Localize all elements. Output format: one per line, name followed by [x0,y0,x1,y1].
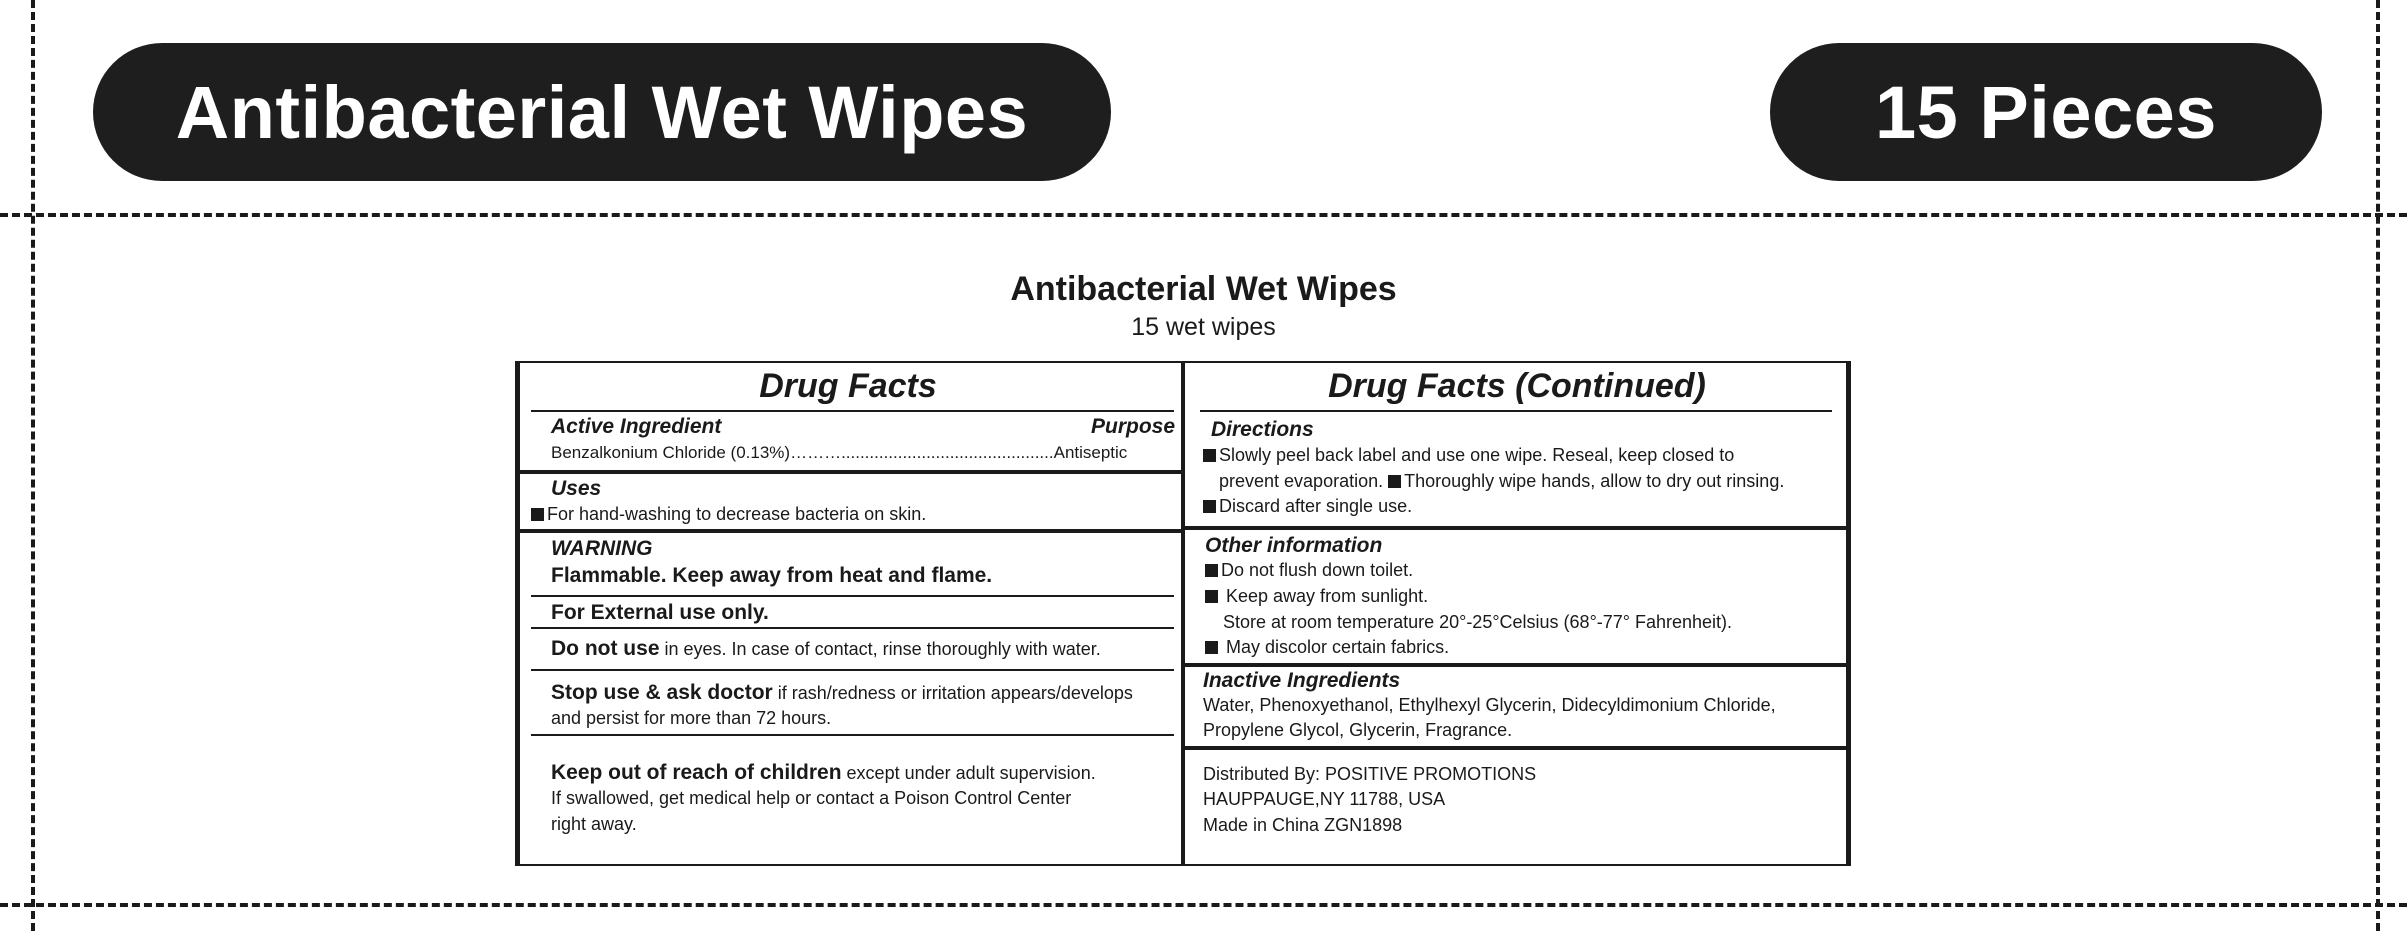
count-banner: 15 Pieces [1770,43,2322,181]
flammable-warning: Flammable. Keep away from heat and flame. [551,564,993,587]
direction-text-3: Discard after single use. [1219,496,1413,516]
bullet-square-icon [1205,641,1218,654]
rule [1200,410,1832,412]
stop-use-text: if rash/redness or irritation appears/develops [772,683,1133,703]
direction-item-3 [1203,496,1412,517]
do-not-use-line [551,637,1101,661]
purpose-heading: Purpose [1091,415,1176,438]
bullet-square-icon [531,508,544,521]
rule [531,734,1174,736]
rule [1185,526,1849,530]
rule [1185,746,1849,750]
bullet-square-icon [1205,590,1218,603]
bullet-square-icon [1205,564,1218,577]
rule [517,529,1181,533]
warning-heading: WARNING [551,537,653,560]
cut-line-right [2376,0,2380,931]
direction-text-1b: prevent evaporation. [1219,471,1389,491]
stop-use-line-2: and persist for more than 72 hours. [551,708,832,728]
rule [531,627,1174,629]
rule [531,595,1174,597]
uses-item [531,504,926,525]
direction-text-1: Slowly peel back label and use one wipe. Reseal, keep closed to [1219,445,1735,465]
keep-out-lead: Keep out of reach of children [551,761,842,784]
inactive-ingredients-heading: Inactive Ingredients [1203,669,1401,692]
distributor-line-2: HAUPPAUGE,NY 11788, USA [1203,789,1446,809]
keep-out-line-3: right away. [551,814,637,834]
drug-facts-panel [515,361,1851,866]
panel-border-right [1846,361,1851,866]
rule [517,470,1181,474]
rule [1185,663,1849,667]
distributor-line-3: Made in China ZGN1898 [1203,815,1403,835]
inactive-ingredients-line-1: Water, Phenoxyethanol, Ethylhexyl Glycerin, Didecyldimonium Chloride, [1203,695,1776,715]
directions-heading: Directions [1211,418,1314,441]
fold-line-bottom [0,903,2407,907]
other-item-2b: Store at room temperature 20°-25°Celsius (68°-77° Fahrenheit). [1223,612,1733,632]
other-item-2 [1205,586,1428,607]
product-name-banner: Antibacterial Wet Wipes [93,43,1111,181]
keep-out-line [551,761,1096,785]
keep-out-line-2: If swallowed, get medical help or contact a Poison Control Center [551,788,1072,808]
active-ingredient-line: Benzalkonium Chloride (0.13%)……….............................................Antiseptic [551,443,1128,462]
inactive-ingredients-line-2: Propylene Glycol, Glycerin, Fragrance. [1203,720,1513,740]
other-text-1: Do not flush down toilet. [1221,560,1414,580]
label-title: Antibacterial Wet Wipes [1010,270,1397,308]
fold-line-top [0,213,2407,217]
other-item-3 [1205,637,1449,658]
stop-use-lead: Stop use & ask doctor [551,681,773,704]
direction-text-2: Thoroughly wipe hands, allow to dry out rinsing. [1404,471,1785,491]
drug-facts-title: Drug Facts [759,367,937,405]
uses-heading: Uses [551,477,602,500]
panel-divider [1181,363,1185,864]
external-use-warning: For External use only. [551,601,769,624]
direction-item-1 [1203,445,1734,466]
other-text-2: Keep away from sunlight. [1221,586,1429,606]
do-not-use-text: in eyes. In case of contact, rinse thoroughly with water. [659,639,1101,659]
distributor-line-1: Distributed By: POSITIVE PROMOTIONS [1203,764,1537,784]
stop-use-line [551,681,1133,705]
active-ingredient-heading: Active Ingredient [551,415,722,438]
bullet-square-icon [1203,500,1216,513]
drug-facts-continued-title: Drug Facts (Continued) [1328,367,1706,405]
cut-line-left [31,0,35,931]
other-information-heading: Other information [1205,534,1383,557]
bullet-square-icon [1203,449,1216,462]
other-text-3: May discolor certain fabrics. [1221,637,1450,657]
uses-text: For hand-washing to decrease bacteria on skin. [547,504,927,524]
other-item-1 [1205,560,1413,581]
keep-out-text: except under adult supervision. [841,763,1096,783]
label-subtitle: 15 wet wipes [1131,313,1276,341]
do-not-use-lead: Do not use [551,637,660,660]
panel-border-left [515,361,520,866]
bullet-square-icon [1388,475,1401,488]
rule [531,410,1174,412]
rule [531,669,1174,671]
direction-item-2 [1219,471,1784,492]
